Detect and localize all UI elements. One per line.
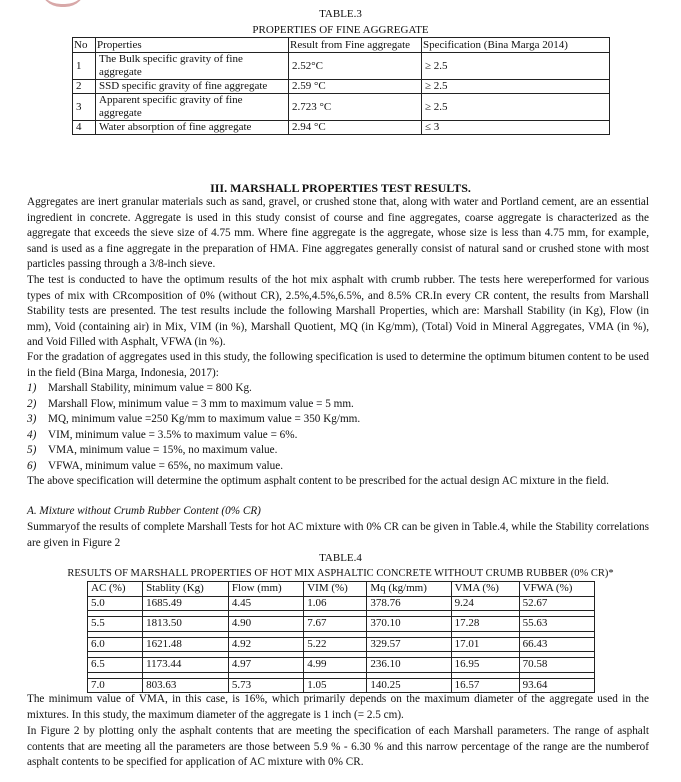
table3-cell: ≥ 2.5	[422, 53, 610, 80]
table3-cell: 4	[73, 121, 96, 135]
table4-cell: 6.0	[88, 637, 143, 652]
table4-cell: 140.25	[367, 678, 451, 693]
table-row	[88, 596, 595, 611]
table4-header-row	[88, 582, 595, 597]
table4-cell: 7.67	[304, 617, 367, 632]
table4-caption-number: TABLE.4	[319, 552, 362, 564]
table4-header-mq: Mq (kg/mm)	[367, 582, 451, 597]
paragraph-spec-note: The above specification will determine the optimum asphalt content to be prescribed for the actual design AC mixture in the field.	[27, 475, 609, 487]
table3-header-no: No	[73, 38, 96, 53]
table4-cell: 236.10	[367, 658, 451, 673]
table3-caption-number: TABLE.3	[319, 8, 362, 20]
paragraph-figure2: In Figure 2 by plotting only the asphalt contents that are meeting the specification of each Marshall parameters. The range of asphalt contents that are meeting all the parameters are those between 5.9 % - 6.30 % and this narrow percentage of the range are the numberof asphalt contents to be specified for application of AC mixture with 0% CR.	[27, 725, 649, 768]
table4-cell: 17.01	[451, 637, 519, 652]
table4-cell: 4.92	[228, 637, 303, 652]
table4-cell: 6.5	[88, 658, 143, 673]
table4-cell: 5.5	[88, 617, 143, 632]
table4-cell: 1.06	[304, 596, 367, 611]
table4-cell: 70.58	[519, 658, 594, 673]
list-item-number: 2)	[27, 397, 37, 410]
table3-cell: ≥ 2.5	[422, 80, 610, 94]
list-item-number: 1)	[27, 382, 37, 394]
list-item	[27, 428, 649, 444]
list-item-number: 3)	[27, 413, 37, 425]
list-item	[27, 381, 649, 397]
table4-header-ac: AC (%)	[88, 582, 143, 597]
list-item	[27, 412, 649, 428]
table4-caption-title: RESULTS OF MARSHALL PROPERTIES OF HOT MIX ASPHALTIC CONCRETE WITHOUT CRUMB RUBBER (0% CR)*	[67, 568, 614, 579]
table3-cell: 1	[73, 53, 96, 80]
table3-cell: 2	[73, 80, 96, 94]
table4-cell: 4.99	[304, 658, 367, 673]
table4-header-stability: Stablity (Kg)	[143, 582, 229, 597]
table3-cell: SSD specific gravity of fine aggregate	[96, 80, 289, 94]
table4-cell: 7.0	[88, 678, 143, 693]
table4-cell: 4.97	[228, 658, 303, 673]
table4-cell: 370.10	[367, 617, 451, 632]
list-item-number: 5)	[27, 444, 37, 456]
list-item-text: VMA, minimum value = 15%, no maximum value.	[48, 444, 278, 456]
table-row	[73, 121, 610, 135]
table4-cell: 329.57	[367, 637, 451, 652]
table3-cell: 2.723 °C	[289, 94, 422, 121]
table4-cell: 4.90	[228, 617, 303, 632]
list-item	[27, 459, 649, 475]
table4-cell: 5.0	[88, 596, 143, 611]
table4-cell: 1685.49	[143, 596, 229, 611]
table4-cell: 52.67	[519, 596, 594, 611]
spec-list	[27, 381, 649, 474]
table4-cell: 1173.44	[143, 658, 229, 673]
table4-cell: 55.63	[519, 617, 594, 632]
header-logo-fragment	[40, 0, 86, 7]
list-item-text: MQ, minimum value =250 Kg/mm to maximum value = 350 Kg/mm.	[48, 413, 361, 425]
table3-header-spec: Specification (Bina Marga 2014)	[422, 38, 610, 53]
table3-header-row	[73, 38, 610, 53]
table4-cell: 4.45	[228, 596, 303, 611]
table3-cell: ≥ 2.5	[422, 94, 610, 121]
table4-cell: 1.05	[304, 678, 367, 693]
list-item-text: VIM, minimum value = 3.5% to maximum value = 6%.	[48, 428, 298, 441]
table3-cell: The Bulk specific gravity of fine aggregate	[96, 53, 289, 80]
table-row	[88, 658, 595, 673]
table-row	[73, 80, 610, 94]
list-item-text: VFWA, minimum value = 65%, no maximum value.	[48, 459, 284, 472]
list-item-text: Marshall Stability, minimum value = 800 Kg.	[48, 382, 252, 394]
table3-cell: Water absorption of fine aggregate	[96, 121, 289, 135]
paragraph-aggregates: Aggregates are inert granular materials such as sand, gravel, or crushed stone that, along with water and Portland cement, are an essential ingredient in concrete. Aggregate is used in this study consist of course and fine aggregates, coarse aggregate is characterized as the aggregate that exceeds the sieve size of 4.75 mm. Where fine aggregate is the aggregate, whose size is less than 4.75 mm, for example, sand is used as a fine aggregate in the preparation of HMA. Fine aggregates generally consist of natural sand or crushed stone with most particles passing through a 3/8-inch sieve.	[27, 196, 649, 270]
table3-cell: ≤ 3	[422, 121, 610, 135]
table-row	[88, 617, 595, 632]
list-item	[27, 443, 649, 459]
list-item-number: 6)	[27, 459, 37, 472]
table3-cell: Apparent specific gravity of fine aggregate	[96, 94, 289, 121]
table4-cell: 378.76	[367, 596, 451, 611]
table3-cell: 2.52°C	[289, 53, 422, 80]
paragraph-test-overview: The test is conducted to have the optimum results of the hot mix asphalt with crumb rubber. The tests here wereperformed for various types of mix with CRcomposition of 0% (without CR), 2.5%,4.5%,6.5%, and 8.5% CR.In every CR content, the results from Marshall Stability tests are presented. The test results include the following Marshall Properties, which are: Marshall Stability (in Kg), Flow (in mm), Void (containing air) in Mix, VIM (in %), Marshall Quotient, MQ (in Kg/mm), (Total) Void in Mineral Aggregates, VMA (in %), and Void Filled with Asphalt, VFWA (in %).	[27, 274, 649, 348]
table4-cell: 93.64	[519, 678, 594, 693]
table4-cell: 1813.50	[143, 617, 229, 632]
list-item	[27, 397, 649, 413]
table-row	[88, 678, 595, 693]
paragraph-summary: Summaryof the results of complete Marshall Tests for hot AC mixture with 0% CR can be given in Table.4, while the Stability correlations are given in Figure 2	[27, 521, 649, 549]
table4-header-vma: VMA (%)	[451, 582, 519, 597]
table4-header-vfwa: VFWA (%)	[519, 582, 594, 597]
list-item-text: Marshall Flow, minimum value = 3 mm to maximum value = 5 mm.	[48, 397, 354, 410]
table3-cell: 3	[73, 94, 96, 121]
subsection-heading: A. Mixture without Crumb Rubber Content (0% CR)	[27, 505, 261, 517]
table4-cell: 5.73	[228, 678, 303, 693]
paragraph-vma-note: The minimum value of VMA, in this case, is 16%, which primarily depends on the maximum diameter of the aggregate used in the mixtures. In this study, the maximum diameter of the aggregate is 1 inch (= 2.5 cm).	[27, 693, 649, 721]
table-row	[73, 53, 610, 80]
table3-header-result: Result from Fine aggregate	[289, 38, 422, 53]
table-row	[88, 637, 595, 652]
list-item-number: 4)	[27, 428, 37, 441]
table3-cell: 2.59 °C	[289, 80, 422, 94]
table4-header-vim: VIM (%)	[304, 582, 367, 597]
table4-cell: 16.57	[451, 678, 519, 693]
table4-cell: 16.95	[451, 658, 519, 673]
table4-cell: 17.28	[451, 617, 519, 632]
table4-header-flow: Flow (mm)	[228, 582, 303, 597]
table4-cell: 9.24	[451, 596, 519, 611]
table3-cell: 2.94 °C	[289, 121, 422, 135]
table3	[72, 37, 610, 135]
paragraph-gradation: For the gradation of aggregates used in this study, the following specification is used to determine the optimum bitumen content to be used in the field (Bina Marga, Indonesia, 2017):	[27, 351, 649, 379]
table4	[87, 581, 595, 693]
table4-cell: 5.22	[304, 637, 367, 652]
table-row	[73, 94, 610, 121]
table4-cell: 1621.48	[143, 637, 229, 652]
table4-cell: 803.63	[143, 678, 229, 693]
table3-caption-title: PROPERTIES OF FINE AGGREGATE	[252, 24, 429, 36]
table4-cell: 66.43	[519, 637, 594, 652]
section-heading: III. MARSHALL PROPERTIES TEST RESULTS.	[210, 181, 471, 195]
table3-header-properties: Properties	[96, 38, 289, 53]
